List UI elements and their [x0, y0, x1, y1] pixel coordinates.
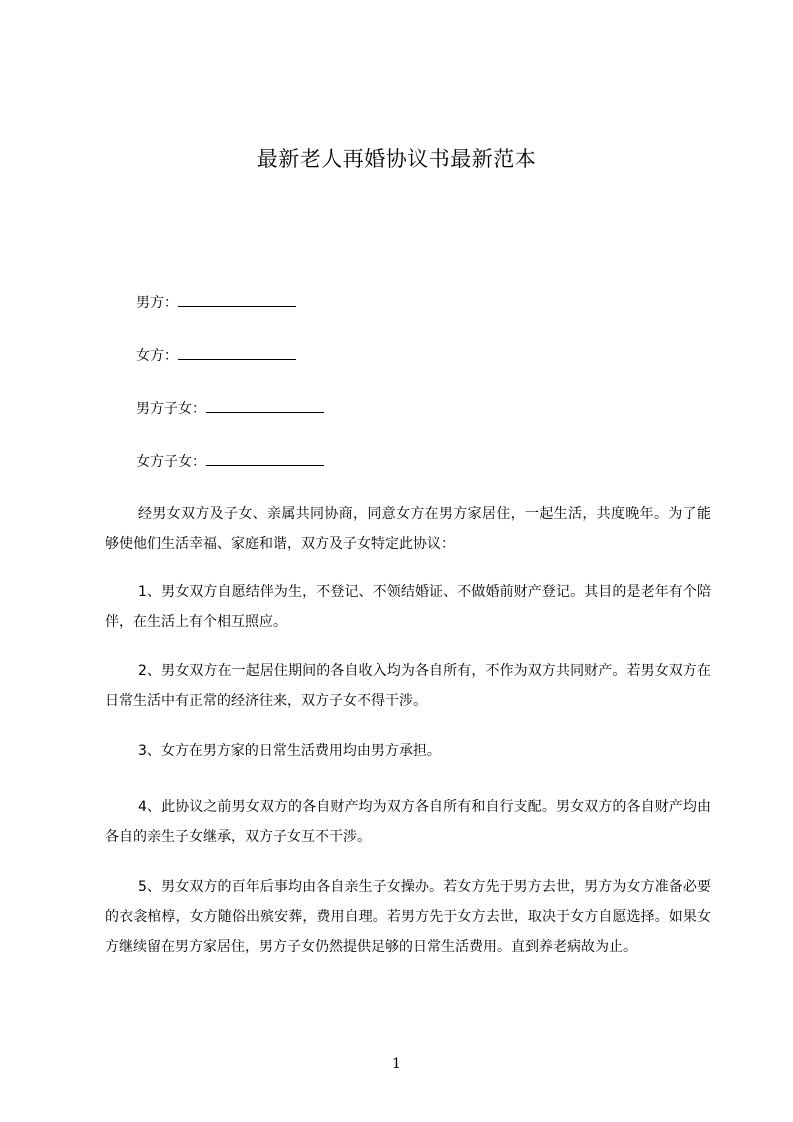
clause-4: 4、此协议之前男女双方的各自财产均为双方各自所有和自行支配。男女双方的各自财产均由各自的亲生子女继承，双方子女互不干涉。: [105, 799, 711, 845]
clause-1: 1、男女双方自愿结伴为生，不登记、不领结婚证、不做婚前财产登记。其目的是老年有个陪伴，在生活上有个相互照应。: [105, 584, 711, 630]
field-label: 男方子女：: [136, 401, 206, 417]
field-male-party: [136, 292, 296, 313]
clause-2: 2、男女双方在一起居住期间的各自收入均为各自所有，不作为双方共同财产。若男女双方在日常生活中有正常的经济往来，双方子女不得干涉。: [105, 663, 711, 709]
intro-paragraph: 经男女双方及子女、亲属共同协商，同意女方在男方家居住，一起生活，共度晚年。为了能够使他们生活幸福、家庭和谐，双方及子女特定此协议：: [105, 506, 711, 552]
fill-in-blank[interactable]: [178, 292, 296, 307]
clause-5: 5、男女双方的百年后事均由各自亲生子女操办。若女方先于男方去世，男方为女方准备必要的衣衾棺椁，女方随俗出殡安葬，费用自理。若男方先于女方去世，取决于女方自愿选择。如果女方继续留在男方家居住，男方子女仍然提供足够的日常生活费用。直到养老病故为止。: [105, 879, 711, 955]
page-number: 1: [392, 1056, 401, 1072]
fill-in-blank[interactable]: [178, 345, 296, 360]
field-label: 男方：: [136, 295, 178, 311]
field-female-party: [136, 345, 296, 366]
fill-in-blank[interactable]: [206, 451, 324, 466]
fill-in-blank[interactable]: [206, 398, 324, 413]
clause-3: 3、女方在男方家的日常生活费用均由男方承担。: [138, 743, 441, 759]
field-female-children: [136, 451, 324, 472]
field-label: 女方子女：: [136, 454, 206, 470]
document-title: 最新老人再婚协议书最新范本: [256, 147, 537, 171]
field-label: 女方：: [136, 348, 178, 364]
field-male-children: [136, 398, 324, 419]
